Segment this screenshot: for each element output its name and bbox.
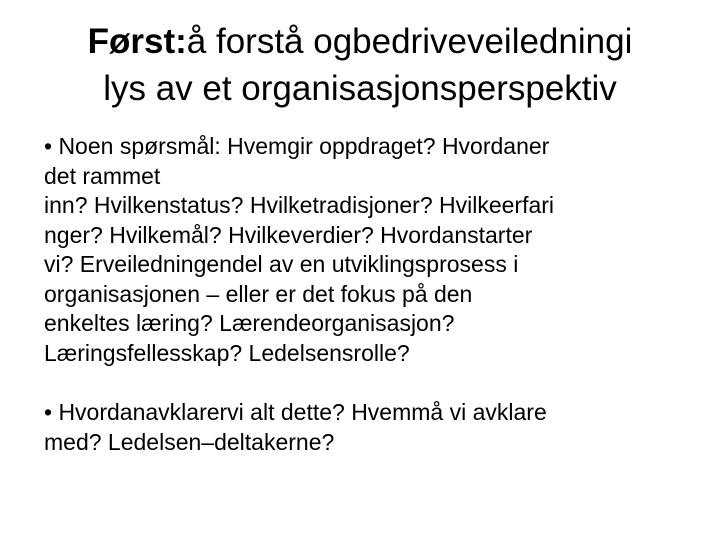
bullet-questions: [44, 132, 684, 368]
bullet-line: vi? Erveiledningendel av en utviklingsprosess i: [44, 251, 519, 277]
bullet-line: • Noen spørsmål: Hvemgir oppdraget? Hvordaner: [44, 133, 550, 159]
bullet-line: Læringsfellesskap? Ledelsensrolle?: [44, 339, 410, 366]
bullet-clarify: [44, 398, 684, 457]
title-bold-prefix: Først:: [87, 22, 187, 61]
bullet-line: med? Ledelsen–deltakerne?: [44, 428, 335, 455]
slide-body: [44, 132, 684, 457]
title-line-1: [30, 18, 690, 65]
title-line-1-text: å forstå ogbedriveveiledningi: [186, 22, 633, 61]
bullet-line: • Hvordanavklarervi alt dette? Hvemmå vi avklare: [44, 399, 547, 425]
bullet-line: inn? Hvilkenstatus? Hvilketradisjoner? Hvilkeerfari: [44, 192, 555, 218]
slide-title: [30, 18, 690, 112]
bullet-line: det rammet: [44, 162, 161, 189]
bullet-line: organisasjonen – eller er det fokus på den: [44, 280, 473, 307]
bullet-line: nger? Hvilkemål? Hvilkeverdier? Hvordanstarter: [44, 221, 533, 248]
bullet-line: enkeltes læring? Lærendeorganisasjon?: [44, 310, 455, 336]
title-line-2: lys av et organisasjonsperspektiv: [103, 69, 617, 108]
